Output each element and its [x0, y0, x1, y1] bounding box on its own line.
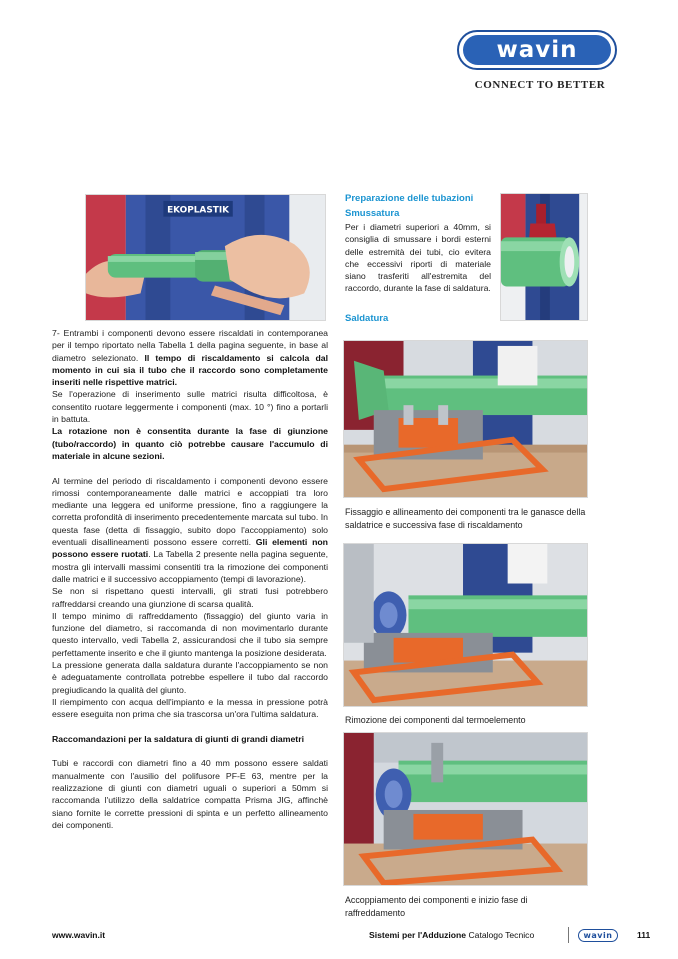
heading-saldatura: Saldatura	[345, 313, 389, 324]
paragraph-raccomandazioni: Tubi e raccordi con diametri fino a 40 mm possono essere saldati manualmente con l'ausilio del polifusore PF-E 63, mentre per la realizzazione di giunti con diametri uguali o superiori a 50mm si raccomanda l'utilizzo della saldatrice compatta Prisma JIG, affinchè siano fornite le corrette pressioni di spinta e un perfetto allineamento dei componenti.	[52, 758, 328, 830]
page-number: 111	[637, 930, 651, 940]
wavin-logo-text: wavin	[463, 35, 611, 65]
smussatura-text	[345, 221, 491, 295]
text-raffreddamento: Il tempo minimo di raffreddamento (fissaggio) del giunto varia in funzione del diametro, si raccomanda di non movimentarlo durante questo intervallo, vedi Tabella 2, assicurandosi che il tubo sia sempre perfettamente inserito e che il giunto mantenga la posizione desiderata.	[52, 610, 328, 658]
caption-rimozione: Rimozione dei componenti dal termoelemento	[345, 715, 526, 725]
heading-raccomandazioni	[52, 733, 328, 745]
photo-chamfering	[500, 193, 588, 321]
paragraph-accoppiamento	[52, 475, 328, 721]
photo-hands-pipe	[85, 194, 326, 321]
tagline: CONNECT TO BETTER	[474, 79, 606, 91]
footer-wavin-logo	[578, 929, 618, 942]
photo-welding-coupling	[343, 732, 588, 886]
heading-preparazione: Preparazione delle tubazioni	[345, 193, 474, 204]
footer-website[interactable]: www.wavin.it	[52, 930, 106, 940]
text-tabella2: . La Tabella 2 presente nella pagina seguente, mostra gli intervalli massimi consentiti tra la rimozione dei componenti dalle matrici e il successivo accoppiamento (tempi di lavorazione).	[52, 549, 328, 584]
text-inserimento: Se l'operazione di inserimento sulle matrici risulta difficoltosa, è consentito ruotare leggermente i componenti (max. 10 °) fino a portarli in battuta.	[52, 389, 328, 425]
photo-welding-removal	[343, 543, 588, 707]
caption-accoppiamento: Accoppiamento dei componenti e inizio fase di raffreddamento	[345, 895, 528, 918]
heading-raccomandazioni-text: Raccomandazioni per la saldatura di giunti di grandi diametri	[52, 733, 304, 744]
paragraph-riscaldamento	[52, 327, 328, 462]
footer-title	[369, 930, 534, 940]
footer-logo-text: wavin	[583, 931, 613, 940]
footer-title-bold: Sistemi per l'Adduzione	[369, 930, 467, 940]
photo-welding-heating	[343, 340, 588, 498]
footer-divider	[568, 927, 569, 943]
text-termine-periodo: Al termine del periodo di riscaldamento i componenti devono essere rimossi contemporaneamente dalle matrici e accoppiati tra loro mediante una leggera ed uniforme pressione, fino a raggiungere la corretta profondità di inserimento precedentemente marcata sul tubo. In questa fase (detta di fissaggio, subito dopo l'accoppiamento) solo eventuali disallineamenti possono essere corretti.	[52, 475, 328, 548]
smussatura-paragraph: Per i diametri superiori a 40mm, si consiglia di smussare i bordi esterni delle estremità dei tubi, cio evitera che eccessivi riporti di materiale siano trasferiti all'estremita del raccordo, durante la fase di saldatura.	[345, 222, 491, 294]
footer-title-rest: Catalogo Tecnico	[466, 930, 535, 940]
text-intervalli: Se non si rispettano questi intervalli, gli strati fusi potrebbero raffreddarsi creando una giunzione di scarsa qualità.	[52, 586, 328, 609]
heading-smussatura: Smussatura	[345, 208, 400, 219]
text-rotazione: La rotazione non è consentita durante la fase di giunzione (tubo/raccordo) in quanto ciò potrebbe causare l'accumulo di materiale in alcune sezioni.	[52, 426, 328, 461]
left-column	[52, 327, 328, 831]
text-riempimento: Il riempimento con acqua dell'impianto e la messa in pressione potrà essere eseguita non prima che sia trascorsa un'ora l'ultima saldatura.	[52, 696, 328, 720]
text-non-ruotati: Gli elementi non possono essere ruotati	[52, 537, 328, 560]
wavin-logo	[457, 30, 617, 70]
caption-fissaggio: Fissaggio e allineamento dei componenti tra le ganasce della saldatrice e successiva fase di riscaldamento	[345, 507, 586, 530]
text-tempo-riscaldamento: Il tempo di riscaldamento si calcola dal momento in cui sia il tubo che il raccordo sono completamente inseriti nelle rispettive matrici.	[52, 352, 328, 388]
apron-label: EKOPLASTIK	[167, 205, 230, 216]
text-pressione: La pressione generata dalla saldatura durante l'accoppiamento se non è adeguatamente controllata potrebbe espellere il tubo dal raccordo pregiudicando la qualità del giunto.	[52, 660, 328, 695]
text-riscaldamento: 7- Entrambi i componenti devono essere riscaldati in contemporanea per il tempo riportato nella Tabella 1 della pagina seguente, in base al diametro selezionato.	[52, 328, 328, 363]
